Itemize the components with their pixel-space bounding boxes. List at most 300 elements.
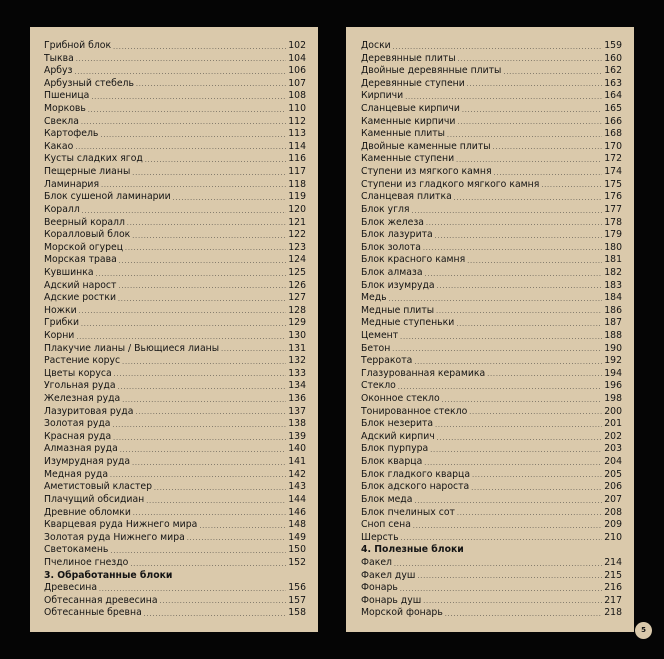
- toc-entry: [44, 343, 306, 356]
- toc-entry: [44, 305, 306, 318]
- dot-leader: [442, 396, 603, 406]
- toc-entry-page-number: 192: [604, 355, 622, 367]
- toc-entry-title: Сланцевые кирпичи: [361, 103, 460, 115]
- dot-leader: [118, 295, 286, 305]
- dot-leader: [414, 497, 602, 507]
- toc-entry-page-number: 121: [288, 216, 306, 228]
- toc-entry: [44, 507, 306, 520]
- toc-entry-title: Корни: [44, 330, 75, 341]
- toc-entry-page-number: 166: [604, 115, 622, 127]
- toc-entry: [361, 595, 622, 608]
- toc-entry: [44, 90, 306, 103]
- toc-entry: [361, 431, 622, 444]
- toc-entry-title: Веерный коралл: [44, 216, 125, 228]
- toc-entry: [44, 368, 306, 381]
- toc-entry-page-number: 203: [604, 443, 622, 455]
- dot-leader: [76, 55, 286, 65]
- toc-entry: [44, 380, 306, 393]
- toc-entry: [361, 267, 622, 280]
- toc-entry-title: Блок лазурита: [361, 229, 433, 241]
- toc-entry-title: Морковь: [44, 103, 86, 115]
- toc-entry-page-number: 140: [288, 443, 306, 455]
- toc-entry: [361, 532, 622, 545]
- dot-leader: [457, 509, 602, 519]
- toc-entry: [361, 444, 622, 457]
- toc-list-processed-blocks: [44, 582, 306, 620]
- dot-leader: [127, 219, 286, 229]
- toc-entry-title: Адский нарост: [44, 279, 117, 291]
- toc-entry: [44, 469, 306, 482]
- toc-entry: [44, 317, 306, 330]
- dot-leader: [456, 320, 602, 330]
- dot-leader: [154, 484, 286, 494]
- toc-entry: [361, 418, 622, 431]
- toc-entry-page-number: 152: [288, 556, 306, 568]
- toc-entry-page-number: 137: [288, 405, 306, 417]
- dot-leader: [417, 572, 602, 582]
- toc-entry-page-number: 174: [604, 166, 622, 178]
- toc-entry: [361, 456, 622, 469]
- toc-entry: [44, 78, 306, 91]
- toc-entry: [44, 65, 306, 78]
- dot-leader: [400, 585, 602, 595]
- toc-entry: [361, 254, 622, 267]
- dot-leader: [435, 232, 603, 242]
- toc-entry: [361, 280, 622, 293]
- toc-entry-page-number: 117: [288, 166, 306, 178]
- toc-entry-title: Блок золота: [361, 241, 421, 253]
- toc-entry-title: Глазурованная керамика: [361, 367, 486, 379]
- toc-entry-title: Обтесанная древесина: [44, 594, 158, 606]
- dot-leader: [494, 169, 603, 179]
- toc-entry-title: Каменные плиты: [361, 128, 446, 140]
- toc-entry: [361, 494, 622, 507]
- toc-entry-page-number: 134: [288, 380, 306, 392]
- dot-leader: [132, 169, 286, 179]
- toc-entry-page-number: 175: [604, 178, 622, 190]
- toc-entry: [44, 393, 306, 406]
- toc-entry-page-number: 178: [604, 216, 622, 228]
- toc-entry-title: Стекло: [361, 380, 396, 392]
- toc-entry-page-number: 131: [288, 342, 306, 354]
- dot-leader: [458, 55, 603, 65]
- toc-entry: [44, 557, 306, 570]
- toc-entry: [44, 481, 306, 494]
- dot-leader: [392, 345, 602, 355]
- dot-leader: [447, 131, 602, 141]
- toc-entry-page-number: 133: [288, 367, 306, 379]
- toc-entry-title: Ступени из мягкого камня: [361, 166, 492, 178]
- toc-entry-title: Блок пурпура: [361, 443, 429, 455]
- dot-leader: [122, 396, 286, 406]
- toc-entry: [361, 380, 622, 393]
- toc-entry-title: Ножки: [44, 304, 77, 316]
- toc-entry: [44, 595, 306, 608]
- toc-entry-title: Золотая руда Нижнего мира: [44, 531, 185, 543]
- toc-entry: [361, 166, 622, 179]
- toc-entry-title: Блок угля: [361, 203, 410, 215]
- toc-list-useful-blocks: [361, 557, 622, 620]
- toc-entry: [361, 292, 622, 305]
- toc-entry-page-number: 141: [288, 456, 306, 468]
- toc-entry: [44, 204, 306, 217]
- toc-entry-title: Тонированное стекло: [361, 405, 468, 417]
- toc-entry-title: Древние обломки: [44, 506, 131, 518]
- dot-leader: [112, 421, 286, 431]
- toc-entry-title: Фонарь: [361, 582, 398, 594]
- toc-entry: [361, 519, 622, 532]
- toc-entry-page-number: 114: [288, 140, 306, 152]
- toc-entry-page-number: 110: [288, 103, 306, 115]
- toc-entry-title: Арбуз: [44, 65, 73, 77]
- toc-entry: [361, 53, 622, 66]
- toc-entry-page-number: 132: [288, 355, 306, 367]
- toc-entry-title: Свекла: [44, 115, 79, 127]
- toc-entry-page-number: 218: [604, 607, 622, 619]
- toc-entry-title: Адский кирпич: [361, 430, 435, 442]
- toc-entry: [44, 267, 306, 280]
- toc-entry-page-number: 127: [288, 292, 306, 304]
- toc-entry: [44, 280, 306, 293]
- dot-leader: [132, 459, 286, 469]
- dot-leader: [81, 118, 286, 128]
- toc-entry-page-number: 179: [604, 229, 622, 241]
- toc-entry: [361, 557, 622, 570]
- dot-leader: [91, 93, 286, 103]
- dot-leader: [146, 497, 286, 507]
- toc-entry-page-number: 146: [288, 506, 306, 518]
- toc-entry-title: Ступени из гладкого мягкого камня: [361, 178, 540, 190]
- toc-entry: [44, 330, 306, 343]
- toc-list-right: [361, 40, 622, 544]
- dot-leader: [436, 307, 602, 317]
- toc-entry-title: Бетон: [361, 342, 391, 354]
- toc-entry: [361, 229, 622, 242]
- toc-entry-title: Обтесанные бревна: [44, 607, 142, 619]
- toc-entry-page-number: 208: [604, 506, 622, 518]
- toc-entry-page-number: 183: [604, 279, 622, 291]
- toc-entry-page-number: 172: [604, 153, 622, 165]
- toc-entry-page-number: 202: [604, 430, 622, 442]
- toc-entry-title: Растение корус: [44, 355, 121, 367]
- toc-entry-title: Адские ростки: [44, 292, 117, 304]
- toc-entry-page-number: 124: [288, 254, 306, 266]
- toc-entry-page-number: 129: [288, 317, 306, 329]
- toc-entry: [361, 393, 622, 406]
- toc-entry-title: Блок гладкого кварца: [361, 468, 471, 480]
- toc-entry-page-number: 138: [288, 418, 306, 430]
- toc-entry-page-number: 198: [604, 393, 622, 405]
- toc-entry: [361, 330, 622, 343]
- toc-entry-title: Красная руда: [44, 430, 112, 442]
- toc-entry-title: Двойные деревянные плиты: [361, 65, 502, 77]
- dot-leader: [462, 106, 602, 116]
- toc-entry-title: Древесина: [44, 582, 98, 594]
- toc-entry-title: Аметистовый кластер: [44, 481, 152, 493]
- dot-leader: [133, 509, 286, 519]
- toc-entry-page-number: 104: [288, 52, 306, 64]
- toc-entry: [361, 141, 622, 154]
- toc-entry-title: Блок алмаза: [361, 266, 423, 278]
- toc-entry: [361, 90, 622, 103]
- dot-leader: [135, 408, 286, 418]
- toc-entry-title: Цветы коруса: [44, 367, 112, 379]
- dot-leader: [426, 219, 602, 229]
- toc-entry-title: Грибки: [44, 317, 80, 329]
- toc-entry-page-number: 205: [604, 468, 622, 480]
- toc-entry-title: Морской огурец: [44, 241, 124, 253]
- dot-leader: [389, 295, 603, 305]
- toc-entry-page-number: 180: [604, 241, 622, 253]
- dot-leader: [424, 459, 602, 469]
- toc-entry-title: Морской фонарь: [361, 607, 443, 619]
- dot-leader: [119, 257, 286, 267]
- toc-entry-page-number: 123: [288, 241, 306, 253]
- dot-leader: [118, 383, 287, 393]
- toc-entry-page-number: 177: [604, 203, 622, 215]
- toc-entry: [44, 607, 306, 620]
- toc-entry-page-number: 164: [604, 90, 622, 102]
- dot-leader: [472, 471, 602, 481]
- dot-leader: [88, 106, 286, 116]
- toc-entry: [361, 368, 622, 381]
- toc-entry: [44, 103, 306, 116]
- toc-entry-page-number: 176: [604, 191, 622, 203]
- dot-leader: [398, 383, 602, 393]
- dot-leader: [541, 181, 602, 191]
- dot-leader: [74, 68, 286, 78]
- dot-leader: [454, 194, 602, 204]
- toc-entry: [361, 355, 622, 368]
- dot-leader: [79, 307, 287, 317]
- toc-entry-title: Угольная руда: [44, 380, 116, 392]
- toc-entry-title: Фонарь душ: [361, 594, 422, 606]
- dot-leader: [100, 131, 286, 141]
- toc-entry: [44, 431, 306, 444]
- toc-entry: [44, 166, 306, 179]
- toc-entry-page-number: 196: [604, 380, 622, 392]
- toc-entry-title: Факел: [361, 556, 392, 568]
- toc-entry-title: Кварцевая руда Нижнего мира: [44, 519, 198, 531]
- dot-leader: [412, 207, 603, 217]
- toc-entry: [44, 229, 306, 242]
- toc-entry-title: Алмазная руда: [44, 443, 118, 455]
- toc-entry-title: Блок железа: [361, 216, 424, 228]
- toc-entry: [44, 217, 306, 230]
- toc-entry-page-number: 214: [604, 556, 622, 568]
- toc-entry-page-number: 204: [604, 456, 622, 468]
- toc-entry-title: Коралл: [44, 203, 80, 215]
- toc-entry: [361, 507, 622, 520]
- toc-entry-page-number: 170: [604, 140, 622, 152]
- dot-leader: [493, 143, 603, 153]
- toc-entry-page-number: 136: [288, 393, 306, 405]
- toc-entry-page-number: 216: [604, 582, 622, 594]
- toc-entry-page-number: 200: [604, 405, 622, 417]
- toc-entry-title: Медные плиты: [361, 304, 435, 316]
- dot-leader: [160, 597, 287, 607]
- toc-entry-title: Блок меда: [361, 493, 413, 505]
- dot-leader: [401, 534, 603, 544]
- dot-leader: [76, 333, 286, 343]
- dot-leader: [467, 257, 602, 267]
- dot-leader: [173, 194, 287, 204]
- toc-entry: [44, 519, 306, 532]
- toc-entry-title: Каменные кирпичи: [361, 115, 456, 127]
- toc-entry: [361, 128, 622, 141]
- section-heading-useful-blocks: 4. Полезные блоки: [361, 544, 464, 556]
- toc-entry-title: Пшеница: [44, 90, 90, 102]
- dot-leader: [413, 522, 602, 532]
- toc-entry-title: Кирпичи: [361, 90, 404, 102]
- dot-leader: [114, 370, 287, 380]
- toc-entry-title: Морская трава: [44, 254, 117, 266]
- toc-entry: [361, 204, 622, 217]
- dot-leader: [122, 358, 286, 368]
- dot-leader: [394, 560, 602, 570]
- toc-entry-page-number: 107: [288, 77, 306, 89]
- toc-entry: [44, 116, 306, 129]
- dot-leader: [113, 434, 286, 444]
- toc-entry-title: Двойные каменные плиты: [361, 140, 491, 152]
- toc-entry-title: Коралловый блок: [44, 229, 131, 241]
- dot-leader: [456, 156, 602, 166]
- toc-entry-title: Блок адского нароста: [361, 481, 470, 493]
- dot-leader: [437, 434, 603, 444]
- dot-leader: [110, 547, 286, 557]
- toc-entry-page-number: 130: [288, 330, 306, 341]
- toc-entry-title: Изумрудная руда: [44, 456, 131, 468]
- toc-entry: [361, 153, 622, 166]
- section-heading-processed-blocks: 3. Обработанные блоки: [44, 569, 173, 581]
- dot-leader: [75, 143, 286, 153]
- toc-entry-page-number: 126: [288, 279, 306, 291]
- toc-entry: [44, 406, 306, 419]
- dot-leader: [118, 282, 286, 292]
- toc-entry: [44, 532, 306, 545]
- toc-entry-page-number: 150: [288, 544, 306, 556]
- toc-entry-title: Блок сушеной ламинарии: [44, 191, 171, 203]
- toc-entry-page-number: 215: [604, 569, 622, 581]
- toc-entry-title: Блок изумруда: [361, 279, 435, 291]
- dot-leader: [145, 156, 286, 166]
- toc-entry: [44, 254, 306, 267]
- dot-leader: [187, 534, 286, 544]
- toc-entry: [44, 191, 306, 204]
- toc-entry: [44, 128, 306, 141]
- toc-entry-title: Пещерные лианы: [44, 166, 131, 178]
- toc-entry: [44, 242, 306, 255]
- toc-entry: [361, 607, 622, 620]
- toc-entry-page-number: 156: [288, 582, 306, 594]
- toc-entry: [361, 317, 622, 330]
- toc-entry-page-number: 187: [604, 317, 622, 329]
- toc-entry-title: Деревянные ступени: [361, 77, 465, 89]
- dot-leader: [467, 80, 602, 90]
- toc-entry-title: Золотая руда: [44, 418, 111, 430]
- toc-entry-page-number: 125: [288, 266, 306, 278]
- toc-entry-title: Цемент: [361, 330, 399, 341]
- toc-entry-title: Шерсть: [361, 531, 399, 543]
- dot-leader: [82, 207, 286, 217]
- toc-entry: [44, 53, 306, 66]
- dot-leader: [120, 446, 286, 456]
- toc-entry-title: Оконное стекло: [361, 393, 440, 405]
- toc-entry: [361, 469, 622, 482]
- toc-entry: [361, 65, 622, 78]
- dot-leader: [221, 345, 286, 355]
- dot-leader: [457, 118, 602, 128]
- toc-entry-page-number: 206: [604, 481, 622, 493]
- dot-leader: [503, 68, 602, 78]
- toc-entry-page-number: 194: [604, 367, 622, 379]
- toc-entry-title: Сланцевая плитка: [361, 191, 452, 203]
- toc-entry: [44, 179, 306, 192]
- toc-entry: [361, 305, 622, 318]
- toc-entry-title: Картофель: [44, 128, 99, 140]
- toc-list-left: [44, 40, 306, 570]
- toc-entry-page-number: 108: [288, 90, 306, 102]
- toc-entry-page-number: 184: [604, 292, 622, 304]
- dot-leader: [437, 282, 603, 292]
- toc-entry-page-number: 143: [288, 481, 306, 493]
- left-page: [30, 27, 318, 632]
- toc-entry: [361, 191, 622, 204]
- toc-entry: [44, 444, 306, 457]
- dot-leader: [110, 471, 286, 481]
- dot-leader: [430, 446, 602, 456]
- right-page: [346, 27, 634, 632]
- toc-entry-page-number: 139: [288, 430, 306, 442]
- toc-entry-page-number: 162: [604, 65, 622, 77]
- toc-entry-title: Медная руда: [44, 468, 109, 480]
- dot-leader: [400, 333, 602, 343]
- toc-entry: [44, 292, 306, 305]
- toc-entry: [361, 343, 622, 356]
- toc-entry-title: Лазуритовая руда: [44, 405, 134, 417]
- toc-entry-page-number: 182: [604, 266, 622, 278]
- toc-entry-page-number: 181: [604, 254, 622, 266]
- toc-entry-page-number: 188: [604, 330, 622, 341]
- toc-entry: [44, 418, 306, 431]
- toc-entry: [44, 494, 306, 507]
- toc-entry-title: Арбузный стебель: [44, 77, 134, 89]
- toc-entry: [44, 544, 306, 557]
- toc-entry-title: Светокамень: [44, 544, 109, 556]
- dot-leader: [136, 80, 286, 90]
- dot-leader: [144, 610, 286, 620]
- toc-entry: [361, 40, 622, 53]
- toc-entry-page-number: 128: [288, 304, 306, 316]
- toc-entry-title: Плакучие лианы / Вьющиеся лианы: [44, 342, 220, 354]
- toc-entry: [361, 242, 622, 255]
- toc-entry-page-number: 102: [288, 40, 306, 51]
- toc-entry-title: Доски: [361, 40, 391, 51]
- toc-entry-title: Блок красного камня: [361, 254, 466, 266]
- toc-entry: [361, 406, 622, 419]
- dot-leader: [435, 421, 602, 431]
- toc-entry-title: Блок пчелиных сот: [361, 506, 455, 518]
- toc-entry-page-number: 186: [604, 304, 622, 316]
- page-number-badge: 5: [635, 622, 652, 639]
- toc-entry: [361, 116, 622, 129]
- toc-entry: [361, 103, 622, 116]
- toc-entry-title: Медные ступеньки: [361, 317, 455, 329]
- toc-entry: [44, 355, 306, 368]
- toc-entry-title: Пчелиное гнездо: [44, 556, 129, 568]
- toc-entry-title: Кусты сладких ягод: [44, 153, 143, 165]
- toc-entry-page-number: 122: [288, 229, 306, 241]
